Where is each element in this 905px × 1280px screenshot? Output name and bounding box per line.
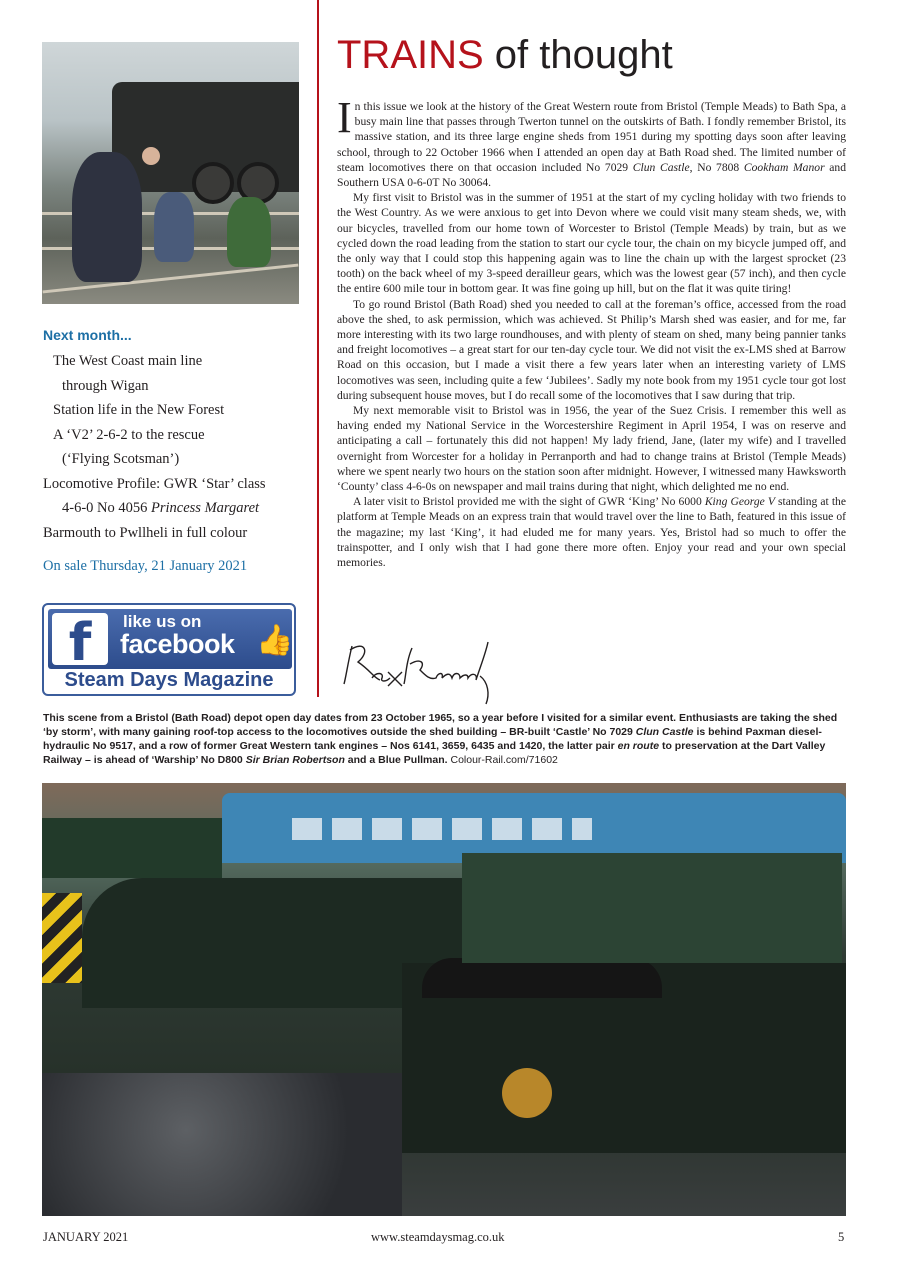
facebook-wordmark: facebook bbox=[120, 629, 235, 659]
next-month-item: Barmouth to Pwllheli in full colour bbox=[43, 524, 248, 541]
column-divider bbox=[317, 0, 319, 697]
article-paragraph bbox=[337, 297, 846, 403]
coal-load bbox=[422, 958, 662, 998]
article-run-text: A later visit to Bristol provided me with the sight of GWR ‘King’ No 6000 bbox=[353, 495, 705, 509]
next-month-item: A ‘V2’ 2-6-2 to the rescue bbox=[53, 426, 205, 443]
next-month-item: Locomotive Profile: GWR ‘Star’ class bbox=[43, 475, 266, 492]
caption-run-text: is behind Paxman diesel-hydraulic No 9517, and a row of former Great Western tank engines – Nos 6141, 3659, 6435 and 1420, the latter pair bbox=[43, 726, 822, 753]
article-paragraph bbox=[337, 93, 847, 190]
green-locomotive-shape bbox=[462, 853, 842, 963]
loco-wheel bbox=[192, 162, 234, 204]
facebook-badge[interactable] bbox=[42, 603, 296, 696]
caption-run-italic: Sir Brian Robertson bbox=[245, 754, 345, 767]
page-title bbox=[337, 33, 673, 78]
person-figure bbox=[72, 152, 142, 282]
article-run-text: My first visit to Bristol was in the summer of 1951 at the start of my cycling holiday with two friends to the West Country. As we were anxious to get into Devon where we could visit many steam sheds, we, with our bicycles, travelled from our home town of Worcester to Bristol (Temple Meads) by train, but as we cycled down the road leading from the station to start our cycle tour, the chain on my bicycle jumped off, and the only way that I could stop this happening again was to line the chain up with the largest sprocket (23 tooth) on the back wheel of my 3-speed derailleur gears, which was the lowest gear (57 inch), and then cycle the entire 600 mile tour in bottom gear. It was fine going up hill, but on the flat it was quite tiring! bbox=[337, 191, 846, 296]
article-run-text: standing at the platform at Temple Meads on an express train that would travel over the line to Bath, featured in this issue of the magazine; my last ‘King’, it had eluded me for many years. Yes, Bristol had so much to offer the trainspotter, and I only wish that I had gone there more often. Enjoy your read and your own special memories. bbox=[337, 495, 846, 570]
next-month-item: The West Coast main line bbox=[53, 353, 203, 369]
article-run-italic: Cookham Manor bbox=[743, 160, 825, 174]
caption-run-text: to preservation at the Dart Valley Railway – is ahead of ‘Warship’ No D800 bbox=[43, 740, 826, 767]
person-head bbox=[142, 147, 160, 165]
article-run-text: n this issue we look at the history of the Great Western route from Bristol (Temple Meads) to Bath Spa, a busy main line that passes through Twerton tunnel on the outskirts of Bath. I fondly remember Bristol, its massive station, and its three large engine sheds from 1951 during my spotting days soon after leaving school, through to 22 October 1966 when I attended an open day at Bath Road shed. The limited number of steam locomotives there on that occasion included No 7029 bbox=[337, 100, 846, 174]
drop-cap: I bbox=[337, 93, 352, 142]
br-crest-icon bbox=[502, 1068, 552, 1118]
caption-run-text: and a Blue Pullman. bbox=[344, 754, 451, 767]
diesel-shunter-shape bbox=[42, 893, 82, 983]
next-month-item: 4-6-0 No 4056 Princess Margaret bbox=[62, 500, 260, 516]
next-month-item: through Wigan bbox=[62, 377, 149, 394]
like-us-on-text: like us on bbox=[123, 612, 202, 631]
caption-run-italic: Clun Castle bbox=[635, 726, 694, 739]
tank-engine-shape bbox=[42, 818, 222, 878]
footer-date: JANUARY 2021 bbox=[43, 1230, 129, 1244]
page-number: 5 bbox=[838, 1230, 845, 1244]
boy-figure bbox=[227, 197, 271, 267]
thumbs-up-icon: 👍 bbox=[256, 624, 294, 657]
article-run-italic: King George V bbox=[704, 495, 775, 509]
caption-run-text: This scene from a Bristol (Bath Road) depot open day dates from 23 October 1965, so a year before I visited for a similar event. Enthusiasts are taking the shed ‘by storm’, with many gaining roof-top access to the locomotives outside the shed building – BR-built ‘Castle’ No 7029 bbox=[43, 712, 838, 739]
article-run-text: My next memorable visit to Bristol was in 1956, the year of the Suez Crisis. I remember this well as having ended my National Service in the Worcestershire Regiment in April 1954, I was on reserve and anticipating a call – fortunately this did not happen! My lady friend, Jane, (later my wife) and I travelled overnight from Worcester for a holiday in Perranporth and had to change trains at Bristol (Temple Meads) where we spent nearly two hours on the station soon after midnight. However, I witnessed many Hawksworth ‘County’ class 4-6-0s on newspaper and mail trains during that night, which delighted me no end. bbox=[337, 404, 846, 494]
magazine-name: Steam Days Magazine bbox=[64, 669, 274, 691]
title-rest: of thought bbox=[483, 33, 673, 77]
photo-caption bbox=[43, 711, 853, 767]
title-red-word: TRAINS bbox=[337, 33, 484, 77]
article-run-text: and Southern USA 0-6-0T No 30064. bbox=[337, 160, 847, 190]
signature-icon bbox=[340, 632, 500, 707]
next-month-item: Station life in the New Forest bbox=[53, 402, 225, 418]
article-run-text: To go round Bristol (Bath Road) shed you needed to call at the foreman’s office, accessed from the road above the shed, to ask permission, which was achieved. St Philip’s Marsh shed was easier, and for me, far more interesting with its two large roundhouses, and with plenty of steam on shed, many being pannier tanks and freight locomotives – a great start for our ten-day cycle tour. We did not visit the ex-LMS shed at Barrow Road on this occasion, but I made a visit there a few years later when an interesting variety of LMS locomotives was seen, including quite a few ‘Jubilees’. Sadly my note book from my 1951 cycle tour got lost during subsequent house moves, but I do recall some of the locomotives that I saw during that trip. bbox=[337, 297, 846, 402]
main-photo bbox=[42, 783, 846, 1216]
caption-run-italic: en route bbox=[617, 740, 660, 753]
article-run-text: , No 7808 bbox=[689, 160, 744, 174]
next-month-item-italic: Princess Margaret bbox=[151, 500, 260, 516]
footer-website[interactable]: www.steamdaysmag.co.uk bbox=[371, 1230, 505, 1244]
article-run-italic: Clun Castle bbox=[632, 160, 690, 174]
facebook-panel bbox=[48, 609, 294, 673]
article-paragraph bbox=[337, 403, 846, 494]
facebook-logo-icon: f bbox=[52, 613, 108, 665]
caption-run-text: Colour-Rail.com/71602 bbox=[450, 754, 558, 767]
pullman-windows bbox=[292, 818, 592, 840]
boy-figure bbox=[154, 192, 194, 262]
next-month-list bbox=[43, 349, 313, 545]
article-body bbox=[337, 93, 847, 570]
top-left-photo bbox=[42, 42, 299, 304]
crowd-shape bbox=[42, 1073, 402, 1216]
next-month-item: (‘Flying Scotsman’) bbox=[62, 451, 180, 467]
next-month-heading: Next month... bbox=[43, 327, 132, 343]
article-paragraph bbox=[337, 494, 846, 570]
on-sale-date: On sale Thursday, 21 January 2021 bbox=[43, 558, 248, 574]
article-paragraph bbox=[337, 190, 846, 296]
